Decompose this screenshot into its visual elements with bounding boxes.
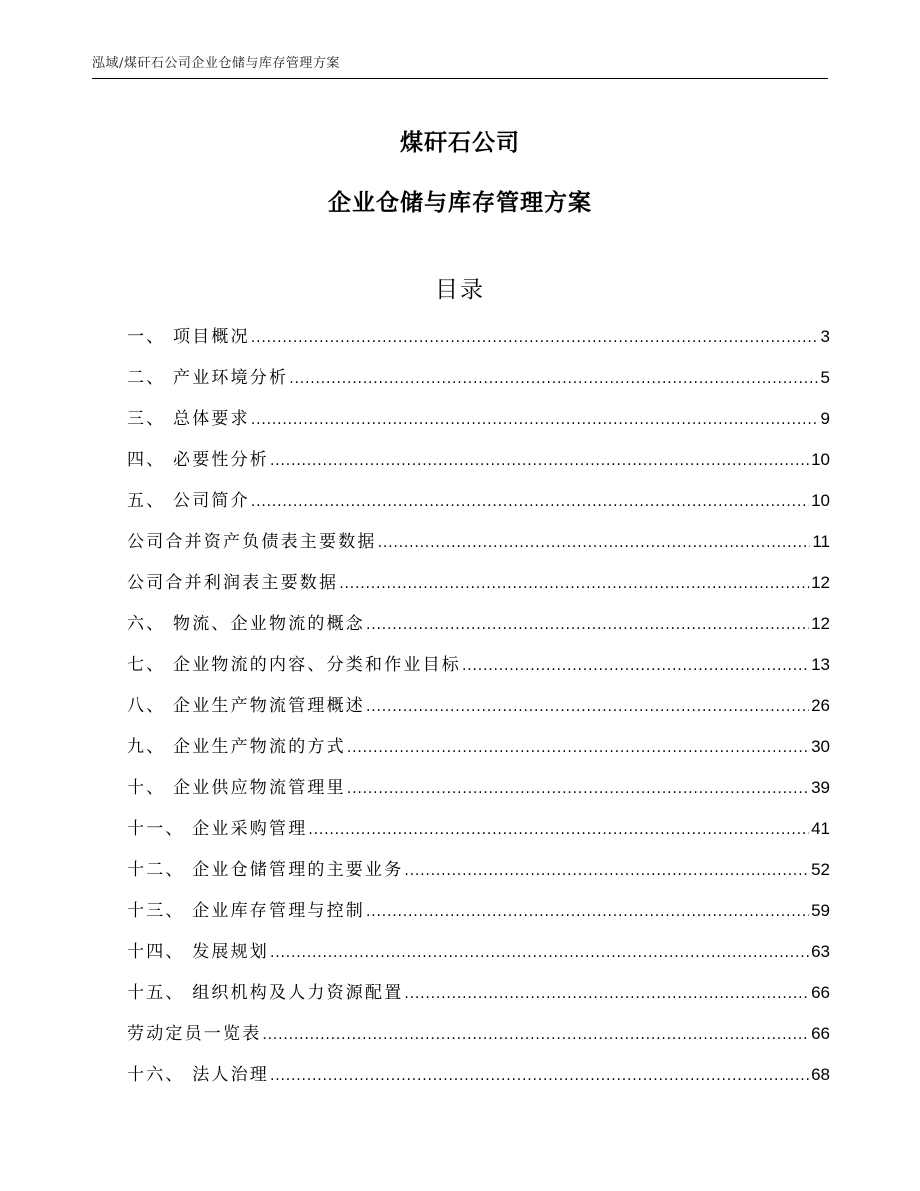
toc-entry[interactable] (127, 568, 830, 609)
toc-entry-page: 5 (820, 368, 830, 387)
toc-leader-dots (251, 405, 819, 435)
running-header: 泓域/煤矸石公司企业仓储与库存管理方案 (92, 56, 340, 71)
toc-entry-page: 10 (811, 491, 830, 510)
toc-entry[interactable] (127, 978, 830, 1019)
toc-leader-dots (347, 733, 809, 763)
toc-entry[interactable] (127, 486, 830, 527)
toc-entry-page: 63 (811, 942, 830, 961)
toc-entry-label: 七、 企业物流的内容、分类和作业目标 (127, 655, 462, 675)
toc-entry-label: 六、 物流、企业物流的概念 (127, 614, 366, 634)
toc-entry-page: 30 (811, 737, 830, 756)
toc-entry-label: 三、 总体要求 (127, 409, 250, 429)
toc-entry-label: 十、 企业供应物流管理里 (127, 778, 346, 798)
toc-entry-page: 10 (811, 450, 830, 469)
toc-entry-label: 五、 公司简介 (127, 491, 250, 511)
toc-entry[interactable] (127, 1019, 830, 1060)
toc-entry[interactable] (127, 855, 830, 896)
toc-leader-dots (366, 897, 809, 927)
toc-entry-label: 十六、 法人治理 (127, 1065, 270, 1085)
toc-entry-page: 68 (811, 1065, 830, 1084)
toc-leader-dots (308, 815, 809, 845)
toc-entry[interactable] (127, 527, 830, 568)
toc-entry-page: 13 (811, 655, 830, 674)
toc-entry[interactable] (127, 363, 830, 404)
company-title: 煤矸石公司 (400, 130, 520, 156)
toc-leader-dots (347, 774, 809, 804)
toc-entry-label: 二、 产业环境分析 (127, 368, 289, 388)
toc-leader-dots (366, 610, 809, 640)
toc-leader-dots (378, 528, 811, 558)
toc-entry-label: 十二、 企业仓储管理的主要业务 (127, 860, 404, 880)
toc-leader-dots (251, 323, 819, 353)
toc-entry[interactable] (127, 404, 830, 445)
toc-entry-label: 八、 企业生产物流管理概述 (127, 696, 366, 716)
toc-entry[interactable] (127, 445, 830, 486)
toc-entry[interactable] (127, 322, 830, 363)
toc-leader-dots (366, 692, 809, 722)
toc-entry-label: 十三、 企业库存管理与控制 (127, 901, 366, 921)
toc-entry-page: 41 (811, 819, 830, 838)
toc-leader-dots (270, 938, 809, 968)
toc-entry[interactable] (127, 691, 830, 732)
toc-leader-dots (339, 569, 809, 599)
toc-entry-page: 59 (811, 901, 830, 920)
table-of-contents (127, 322, 830, 1101)
toc-leader-dots (404, 979, 809, 1009)
toc-entry[interactable] (127, 650, 830, 691)
toc-entry-page: 9 (820, 409, 830, 428)
toc-entry-label: 四、 必要性分析 (127, 450, 270, 470)
toc-entry-label: 一、 项目概况 (127, 327, 250, 347)
toc-leader-dots (404, 856, 809, 886)
toc-entry[interactable] (127, 814, 830, 855)
toc-entry-page: 12 (811, 573, 830, 592)
toc-entry-page: 52 (811, 860, 830, 879)
toc-entry[interactable] (127, 773, 830, 814)
toc-entry-page: 3 (820, 327, 830, 346)
header-rule (92, 78, 828, 79)
toc-entry-page: 26 (811, 696, 830, 715)
toc-entry[interactable] (127, 609, 830, 650)
toc-leader-dots (289, 364, 818, 394)
plan-title: 企业仓储与库存管理方案 (328, 190, 592, 216)
toc-leader-dots (270, 1061, 809, 1091)
toc-entry-label: 劳动定员一览表 (127, 1024, 262, 1044)
toc-entry-page: 39 (811, 778, 830, 797)
toc-entry-label: 九、 企业生产物流的方式 (127, 737, 346, 757)
toc-entry-page: 66 (811, 983, 830, 1002)
toc-entry[interactable] (127, 896, 830, 937)
toc-entry-label: 公司合并利润表主要数据 (127, 573, 339, 593)
toc-entry[interactable] (127, 732, 830, 773)
toc-entry-page: 12 (811, 614, 830, 633)
toc-leader-dots (462, 651, 809, 681)
toc-entry-label: 十五、 组织机构及人力资源配置 (127, 983, 404, 1003)
toc-entry-label: 十一、 企业采购管理 (127, 819, 308, 839)
toc-leader-dots (251, 487, 809, 517)
toc-leader-dots (270, 446, 809, 476)
toc-entry-label: 十四、 发展规划 (127, 942, 270, 962)
toc-leader-dots (262, 1020, 809, 1050)
toc-entry[interactable] (127, 1060, 830, 1101)
toc-entry-page: 66 (811, 1024, 830, 1043)
toc-entry-label: 公司合并资产负债表主要数据 (127, 532, 377, 552)
toc-heading: 目录 (435, 277, 485, 303)
toc-entry[interactable] (127, 937, 830, 978)
toc-entry-page: 11 (812, 532, 830, 551)
